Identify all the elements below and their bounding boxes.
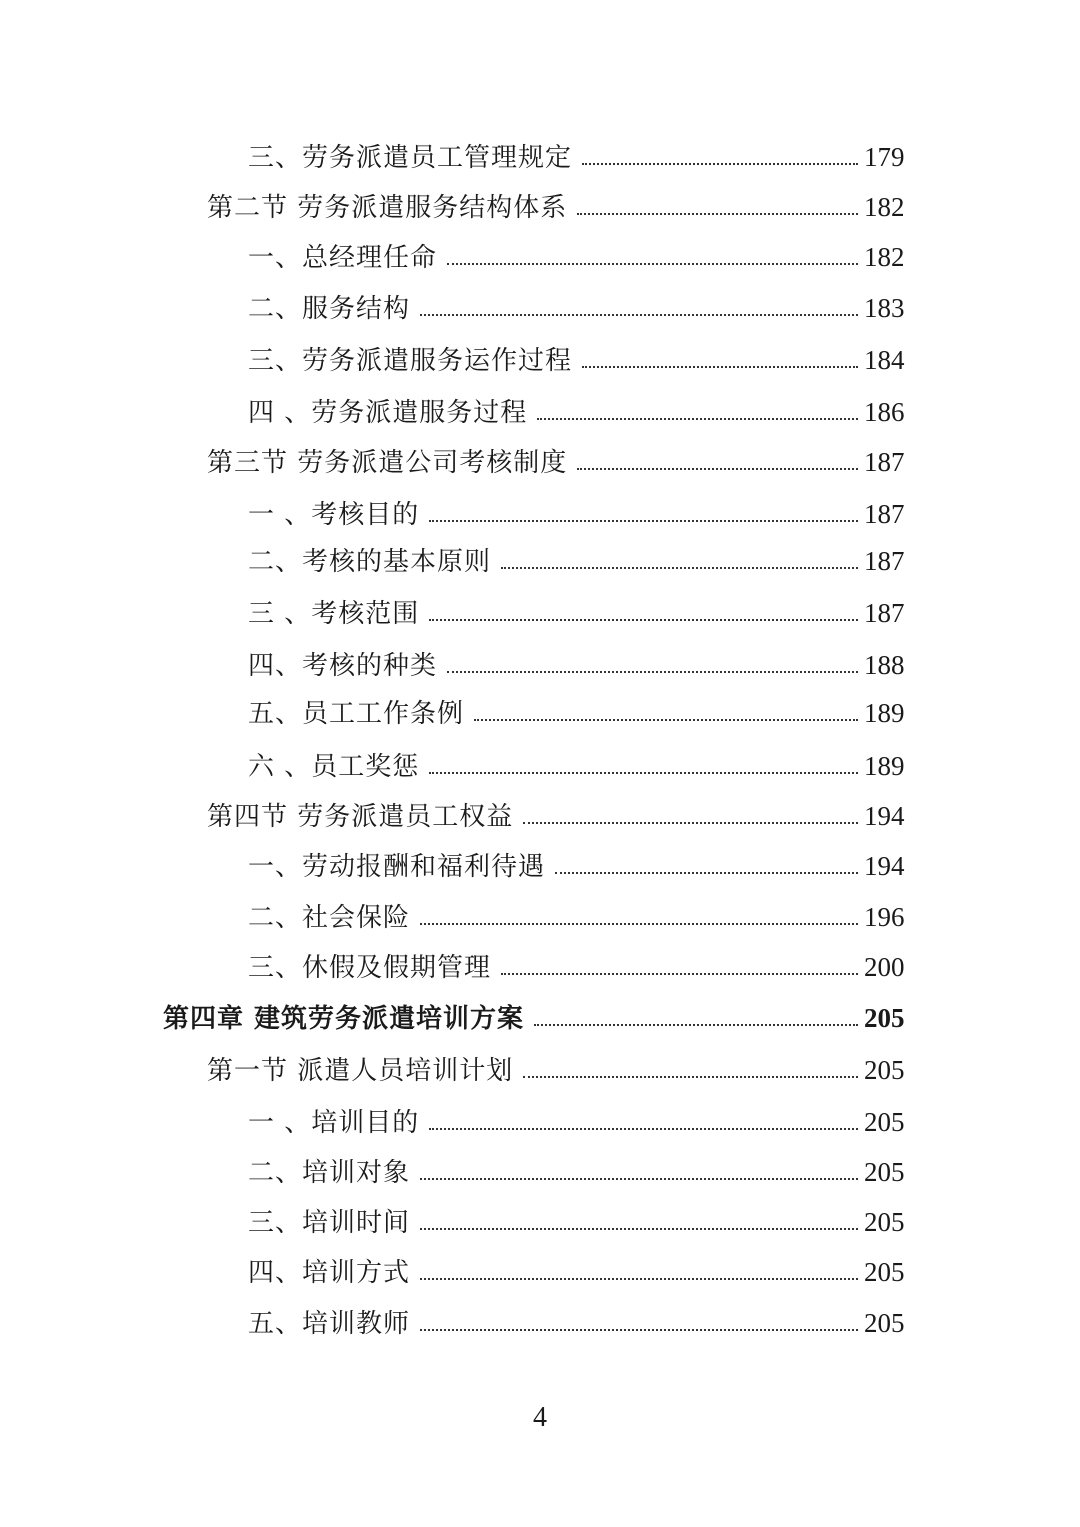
toc-entry-label: 第三节 劳务派遣公司考核制度 [207, 448, 568, 478]
toc-entry-label: 二、社会保险 [248, 903, 411, 933]
toc-section-entry[interactable] [0, 1053, 1080, 1087]
toc-entry-page: 205 [864, 1107, 905, 1137]
toc-entry-label: 第二节 劳务派遣服务结构体系 [207, 193, 568, 223]
dot-leader [555, 872, 858, 874]
toc-entry-label: 一、总经理任命 [248, 243, 438, 273]
toc-entry-label: 四 、劳务派遣服务过程 [248, 398, 528, 428]
toc-entry-label: 四、培训方式 [248, 1258, 411, 1288]
toc-entry-page: 188 [864, 650, 905, 680]
dot-leader [582, 366, 858, 368]
toc-subsection-entry[interactable] [0, 596, 1080, 630]
toc-entry-label: 五、培训教师 [248, 1309, 411, 1339]
dot-leader [537, 418, 858, 420]
dot-leader [534, 1024, 858, 1026]
toc-entry-page: 189 [864, 698, 905, 728]
toc-entry-page: 189 [864, 751, 905, 781]
dot-leader [420, 1228, 858, 1230]
toc-entry-label: 一 、培训目的 [248, 1108, 420, 1138]
dot-leader [447, 671, 858, 673]
dot-leader [420, 923, 858, 925]
toc-entry-page: 205 [864, 1257, 905, 1287]
toc-entry-page: 182 [864, 242, 905, 272]
toc-entry-label: 第四节 劳务派遣员工权益 [207, 802, 514, 832]
dot-leader [577, 468, 858, 470]
toc-subsection-entry[interactable] [0, 140, 1080, 174]
toc-entry-label: 一 、考核目的 [248, 500, 420, 530]
toc-entry-label: 三、休假及假期管理 [248, 953, 492, 983]
toc-subsection-entry[interactable] [0, 395, 1080, 429]
toc-section-entry[interactable] [0, 799, 1080, 833]
toc-entry-label: 一、劳动报酬和福利待遇 [248, 852, 546, 882]
toc-entry-label: 三 、考核范围 [248, 599, 420, 629]
dot-leader [429, 520, 858, 522]
toc-section-entry[interactable] [0, 190, 1080, 224]
dot-leader [420, 314, 858, 316]
toc-subsection-entry[interactable] [0, 1306, 1080, 1340]
toc-subsection-entry[interactable] [0, 950, 1080, 984]
toc-section-entry[interactable] [0, 445, 1080, 479]
toc-subsection-entry[interactable] [0, 497, 1080, 531]
toc-entry-label: 第四章 建筑劳务派遣培训方案 [163, 1004, 525, 1034]
toc-subsection-entry[interactable] [0, 343, 1080, 377]
dot-leader [501, 567, 858, 569]
toc-entry-page: 187 [864, 546, 905, 576]
toc-entry-page: 205 [864, 1157, 905, 1187]
dot-leader [420, 1178, 858, 1180]
toc-entry-page: 179 [864, 142, 905, 172]
toc-entry-label: 三、培训时间 [248, 1208, 411, 1238]
page-number: 4 [533, 1402, 547, 1433]
toc-subsection-entry[interactable] [0, 648, 1080, 682]
toc-subsection-entry[interactable] [0, 749, 1080, 783]
toc-entry-page: 182 [864, 192, 905, 222]
dot-leader [429, 1128, 858, 1130]
toc-subsection-entry[interactable] [0, 849, 1080, 883]
toc-subsection-entry[interactable] [0, 291, 1080, 325]
dot-leader [429, 772, 858, 774]
toc-entry-label: 二、考核的基本原则 [248, 547, 492, 577]
toc-entry-page: 196 [864, 902, 905, 932]
toc-entry-page: 187 [864, 499, 905, 529]
toc-entry-page: 187 [864, 447, 905, 477]
dot-leader [501, 973, 858, 975]
toc-entry-page: 194 [864, 801, 905, 831]
toc-entry-label: 四、考核的种类 [248, 651, 438, 681]
toc-subsection-entry[interactable] [0, 900, 1080, 934]
toc-entry-page: 183 [864, 293, 905, 323]
dot-leader [582, 163, 858, 165]
toc-entry-label: 六 、员工奖惩 [248, 752, 420, 782]
toc-subsection-entry[interactable] [0, 240, 1080, 274]
toc-subsection-entry[interactable] [0, 696, 1080, 730]
dot-leader [447, 263, 858, 265]
dot-leader [577, 213, 858, 215]
toc-entry-page: 187 [864, 598, 905, 628]
dot-leader [420, 1278, 858, 1280]
toc-entry-page: 200 [864, 952, 905, 982]
toc-entry-page: 186 [864, 397, 905, 427]
toc-entry-page: 184 [864, 345, 905, 375]
dot-leader [429, 619, 858, 621]
dot-leader [420, 1329, 858, 1331]
toc-subsection-entry[interactable] [0, 1255, 1080, 1289]
dot-leader [474, 719, 858, 721]
toc-entry-label: 三、劳务派遣服务运作过程 [248, 346, 573, 376]
toc-subsection-entry[interactable] [0, 1105, 1080, 1139]
toc-chapter-entry[interactable] [0, 1001, 1080, 1035]
dot-leader [523, 822, 858, 824]
toc-entry-page: 205 [864, 1055, 905, 1085]
toc-subsection-entry[interactable] [0, 544, 1080, 578]
toc-entry-page: 205 [864, 1003, 905, 1033]
toc-subsection-entry[interactable] [0, 1205, 1080, 1239]
toc-entry-page: 205 [864, 1207, 905, 1237]
toc-subsection-entry[interactable] [0, 1155, 1080, 1189]
toc-entry-label: 五、员工工作条例 [248, 699, 465, 729]
toc-entry-page: 194 [864, 851, 905, 881]
toc-entry-label: 二、培训对象 [248, 1158, 411, 1188]
toc-entry-label: 二、服务结构 [248, 294, 411, 324]
toc-entry-label: 第一节 派遣人员培训计划 [207, 1056, 514, 1086]
toc-entry-page: 205 [864, 1308, 905, 1338]
toc-entry-label: 三、劳务派遣员工管理规定 [248, 143, 573, 173]
dot-leader [523, 1076, 858, 1078]
